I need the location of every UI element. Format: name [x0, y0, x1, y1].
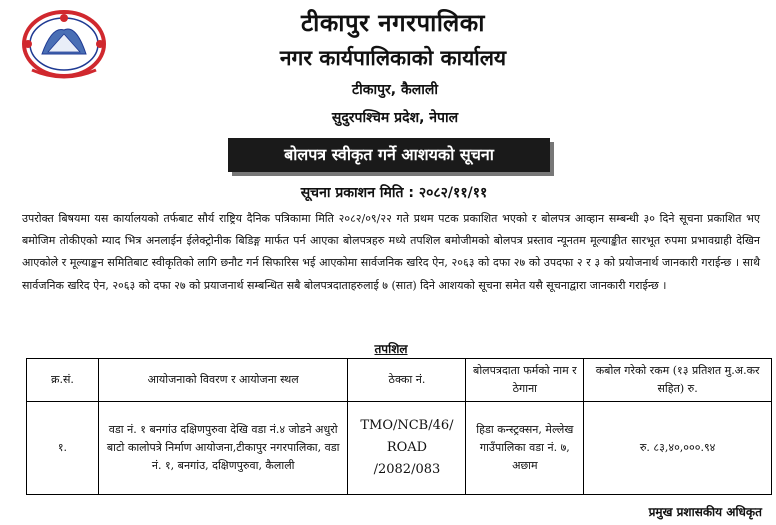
office-name: नगर कार्यपालिकाको कार्यालय [279, 46, 507, 70]
header-amount: कबोल गरेको रकम (१३ प्रतिशत मु.अ.कर सहित) रु. [584, 359, 772, 402]
province-name: सुदुरपश्चिम प्रदेश, नेपाल [331, 110, 459, 126]
cell-bidder: हिडा कन्स्ट्रक्सन, मेल्लेख गाउँपालिका वडा नं. ७, अछाम [466, 402, 584, 495]
cell-contract: TMO/NCB/46/ ROAD /2082/083 [348, 402, 466, 495]
publication-date-line [0, 183, 776, 202]
notice-body: उपरोक्त बिषयमा यस कार्यालयको तर्फबाट सौर्य राष्ट्रिय दैनिक पत्रिकामा मिति २०८२/०९/२२ गते प्रथम पटक प्रकाशित भएको र बोलपत्र आव्हान सम्बन्धी ३० दिने सूचना प्रकाशित भए बमोजिम तोकीएको म्याद भित्र अनलाईन ईलेक्ट्रोनीक बिडिङ्ग मार्फत पर्न आएका बोलपत्रहरु मध्ये तपशिल बमोजीमको बोलपत्र प्रस्ताव न्यूनतम मूल्याङ्कीत सारभूत रुपमा प्रभावग्राही देखिन आएकोले र मूल्याङ्कन समितिबाट स्वीकृतिको लागि छनौट गर्न सिफारिस भई आएकोमा सार्वजनिक खरिद ऐन, २०६३ को दफा २७ को उपदफा २ र ३ को प्रयोजनार्थ जानकारी गराईन्छ । साथै सार्वजनिक खरिद ऐन, २०६३ को दफा २७ को प्रयाजनार्थ सम्बन्धित सबै बोलपत्रदाताहरुलाई ७ (सात) दिने आशयको सूचना समेत यसै सूचनाद्वारा जानकारी गराईन्छ । [22, 212, 760, 292]
table-row [27, 402, 772, 495]
header-contract: ठेक्का नं. [348, 359, 466, 402]
publication-date-value: २०८२/११/११ [418, 185, 488, 201]
publication-date-label: सूचना प्रकाशन मिति : [300, 185, 414, 201]
municipality-name: टीकापुर नगरपालिका [301, 9, 485, 37]
office-location: टीकापुर, कैलाली [352, 82, 438, 98]
table-caption: तपशिल [374, 342, 408, 356]
notice-title-banner: बोलपत्र स्वीकृत गर्ने आशयको सूचना [228, 138, 550, 172]
signatory-title: प्रमुख प्रशासकीय अधिकृत [648, 505, 762, 519]
table-header-row [27, 359, 772, 402]
cell-sn: १. [27, 402, 99, 495]
header-sn: क्र.सं. [27, 359, 99, 402]
cell-project: वडा नं. १ बनगांउ दक्षिणपुरुवा देखि वडा नं.४ जोडने अधुरो बाटो कालोपत्रे निर्माण आयोजना,टीकापुर नगरपालिका, वडा नं. १, बनगांउ, दक्षिणपुरुवा, कैलाली [98, 402, 348, 495]
bid-details-table [26, 358, 772, 495]
cell-amount: रु. ८३,४०,०००.९४ [584, 402, 772, 495]
header-project: आयोजनाको विवरण र आयोजना स्थल [98, 359, 348, 402]
header-bidder: बोलपत्रदाता फर्मको नाम र ठेगाना [466, 359, 584, 402]
